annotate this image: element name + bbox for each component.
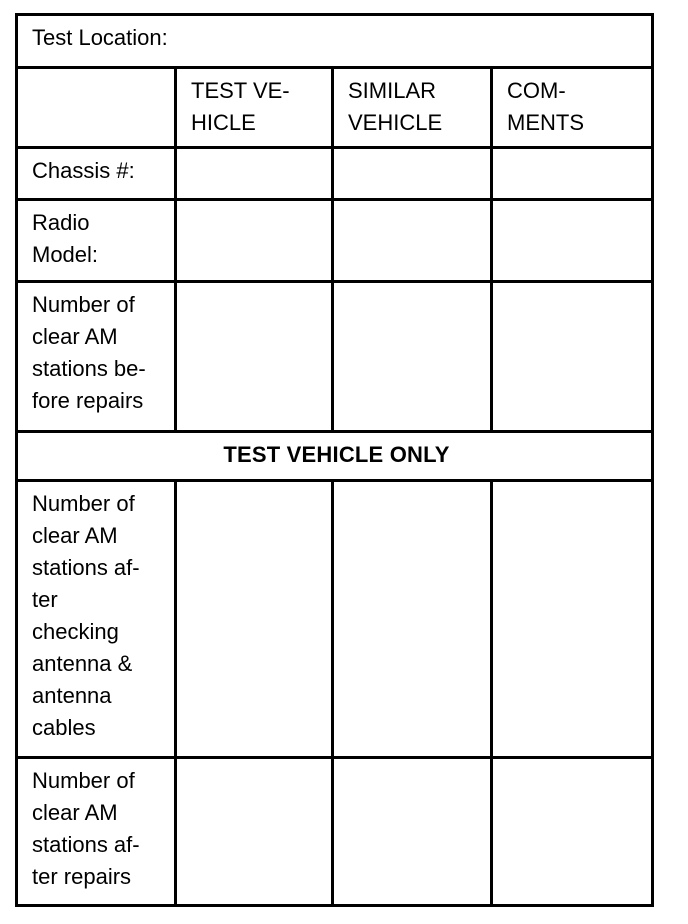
radio-model-label-line-2: Model:	[32, 242, 99, 267]
test-vehicle-only-row	[17, 432, 653, 481]
after-repairs-similar-vehicle-cell[interactable]	[333, 758, 492, 906]
header-similar-vehicle	[333, 68, 492, 148]
radio-model-label-cell	[17, 200, 176, 282]
header-similar-vehicle-line-1: SIMILAR	[348, 78, 437, 103]
before-repairs-label-line-2: clear AM	[32, 324, 118, 349]
after-repairs-label-line-2: clear AM	[32, 800, 118, 825]
test-vehicle-only-heading: TEST VEHICLE ONLY	[17, 432, 653, 481]
before-repairs-test-vehicle-cell[interactable]	[176, 282, 333, 432]
chassis-row	[17, 148, 653, 200]
after-repairs-label-line-3: stations af-	[32, 832, 140, 857]
chassis-test-vehicle-cell[interactable]	[176, 148, 333, 200]
after-checking-test-vehicle-cell[interactable]	[176, 481, 333, 758]
after-repairs-comments-cell[interactable]	[492, 758, 653, 906]
before-repairs-label-line-3: stations be-	[32, 356, 146, 381]
before-repairs-comments-cell[interactable]	[492, 282, 653, 432]
chassis-comments-cell[interactable]	[492, 148, 653, 200]
column-header-row	[17, 68, 653, 148]
after-checking-label-line-4: ter	[32, 587, 58, 612]
header-similar-vehicle-line-2: VEHICLE	[348, 110, 443, 135]
before-repairs-label-cell	[17, 282, 176, 432]
after-checking-comments-cell[interactable]	[492, 481, 653, 758]
header-comments	[492, 68, 653, 148]
after-repairs-label-line-4: ter repairs	[32, 864, 132, 889]
chassis-label: Chassis #:	[32, 158, 135, 183]
header-test-vehicle-line-1: TEST VE-	[191, 78, 290, 103]
header-blank-cell	[17, 68, 176, 148]
before-repairs-row	[17, 282, 653, 432]
after-checking-similar-vehicle-cell[interactable]	[333, 481, 492, 758]
radio-model-comments-cell[interactable]	[492, 200, 653, 282]
after-checking-label-line-6: antenna &	[32, 651, 133, 676]
chassis-similar-vehicle-cell[interactable]	[333, 148, 492, 200]
header-comments-line-2: MENTS	[507, 110, 584, 135]
after-checking-label-line-5: checking	[32, 619, 119, 644]
chassis-label-cell	[17, 148, 176, 200]
before-repairs-label-line-1: Number of	[32, 292, 135, 317]
after-repairs-label-cell	[17, 758, 176, 906]
after-checking-label-line-2: clear AM	[32, 523, 118, 548]
after-checking-label-line-3: stations af-	[32, 555, 140, 580]
before-repairs-similar-vehicle-cell[interactable]	[333, 282, 492, 432]
after-repairs-label-line-1: Number of	[32, 768, 135, 793]
radio-model-test-vehicle-cell[interactable]	[176, 200, 333, 282]
after-checking-label-line-8: cables	[32, 715, 96, 740]
header-comments-line-1: COM-	[507, 78, 566, 103]
after-checking-label-line-7: antenna	[32, 683, 112, 708]
after-repairs-test-vehicle-cell[interactable]	[176, 758, 333, 906]
test-location-row	[17, 15, 653, 68]
after-repairs-row	[17, 758, 653, 906]
header-test-vehicle-line-2: HICLE	[191, 110, 256, 135]
radio-model-row	[17, 200, 653, 282]
am-radio-test-form	[15, 13, 654, 907]
radio-model-label-line-1: Radio	[32, 210, 90, 235]
before-repairs-label-line-4: fore repairs	[32, 388, 144, 413]
after-checking-antenna-row	[17, 481, 653, 758]
test-location-label: Test Location:	[32, 25, 168, 50]
radio-model-similar-vehicle-cell[interactable]	[333, 200, 492, 282]
test-form-sheet	[15, 13, 651, 904]
test-location-field[interactable]	[17, 15, 653, 68]
header-test-vehicle	[176, 68, 333, 148]
after-checking-label-line-1: Number of	[32, 491, 135, 516]
after-checking-label-cell	[17, 481, 176, 758]
